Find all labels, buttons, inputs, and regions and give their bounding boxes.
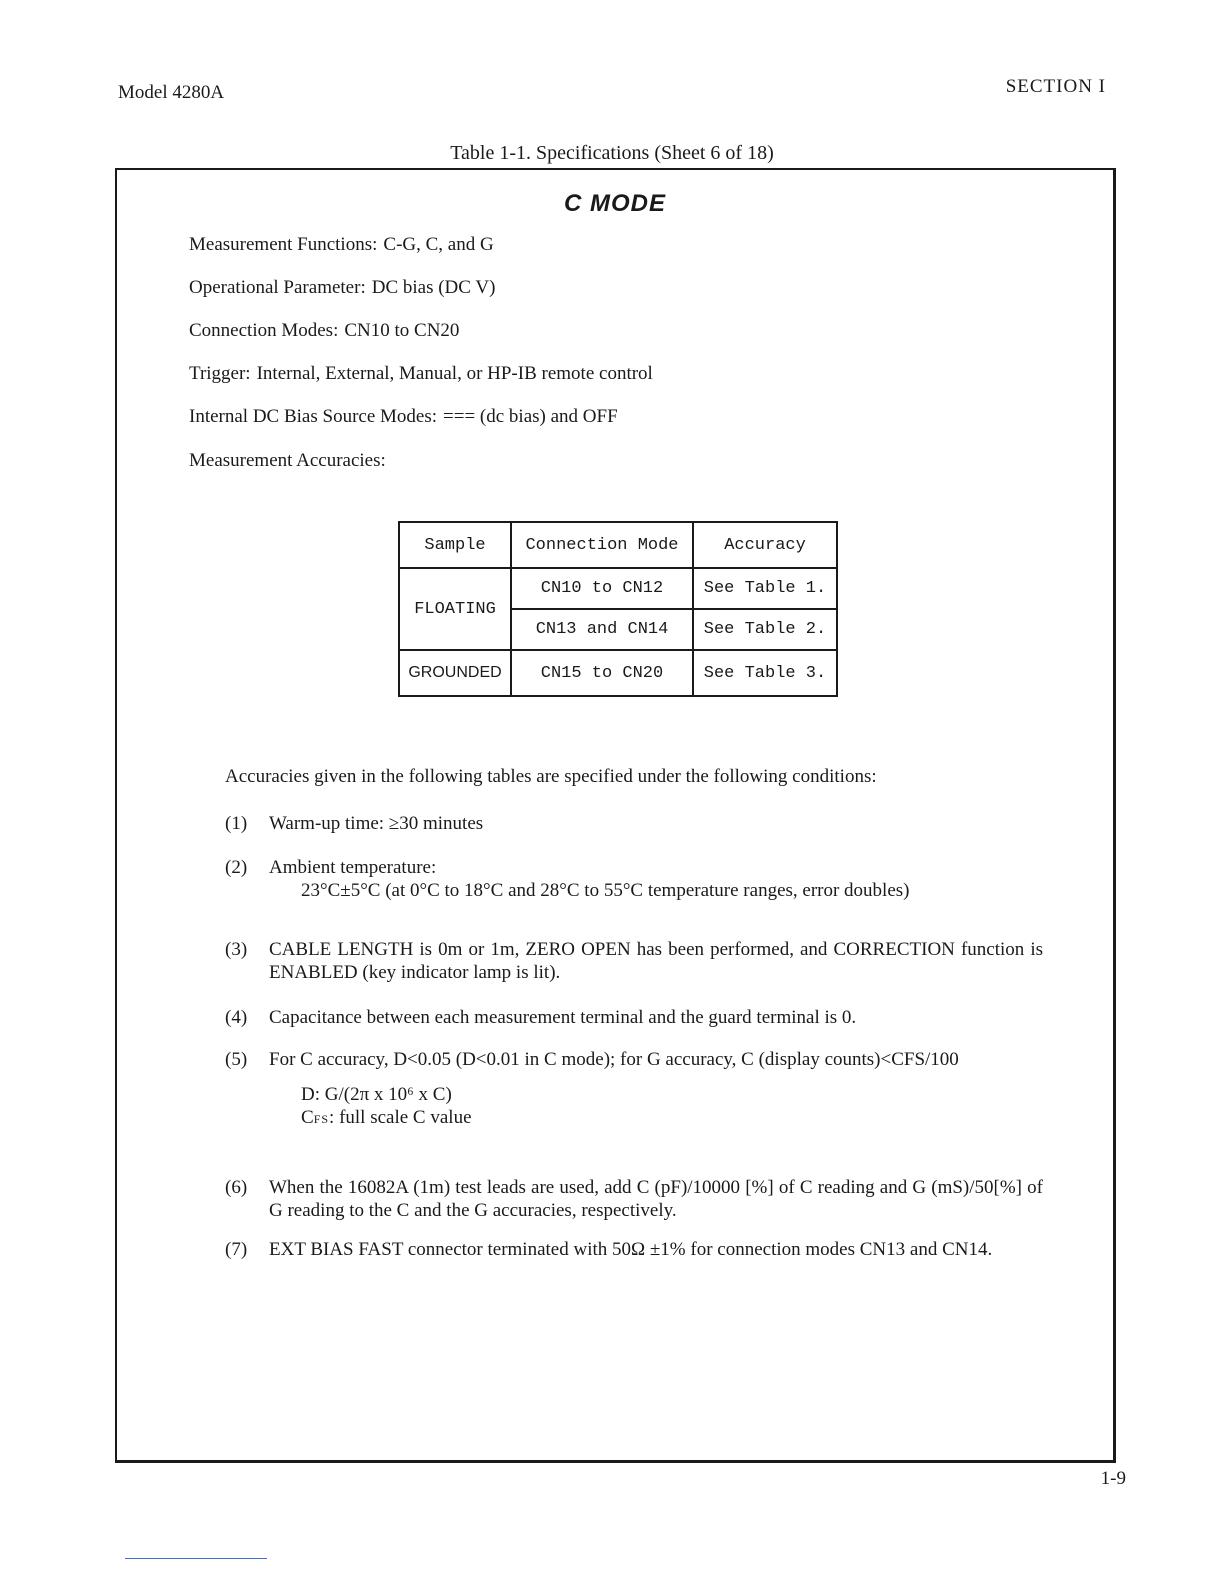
sample-floating: FLOATING xyxy=(399,568,511,650)
param-label: Measurement Accuracies: xyxy=(189,450,386,471)
param-operational-parameter xyxy=(189,277,495,299)
condition-item xyxy=(225,1176,1043,1222)
param-trigger xyxy=(189,363,653,385)
page-number: 1-9 xyxy=(1100,1468,1126,1489)
param-value: DC bias (DC V) xyxy=(371,277,496,298)
accuracy-cell: See Table 1. xyxy=(693,568,837,609)
param-connection-modes xyxy=(189,320,459,342)
condition-text: Ambient temperature: xyxy=(269,857,437,878)
conditions-intro: Accuracies given in the following tables are specified under the following conditions: xyxy=(225,766,877,787)
sample-grounded: GROUNDED xyxy=(399,650,511,696)
condition-item xyxy=(225,1006,1043,1029)
table-header-row xyxy=(399,522,837,568)
header-model: Model 4280A xyxy=(118,82,225,103)
accuracy-table xyxy=(398,521,838,697)
condition-text: Warm-up time: ≥30 minutes xyxy=(269,813,484,834)
param-bias-source-modes xyxy=(189,406,618,428)
condition-number: (4) xyxy=(225,1007,248,1028)
param-measurement-accuracies xyxy=(189,450,386,472)
accuracy-cell: See Table 3. xyxy=(693,650,837,696)
condition-number: (5) xyxy=(225,1049,248,1070)
condition-subtext: 23°C±5°C (at 0°C to 18°C and 28°C to 55°C temperature ranges, error doubles) xyxy=(301,880,910,901)
table-title: Table 1-1. Specifications (Sheet 6 of 18) xyxy=(450,142,774,164)
header-connection-mode: Connection Mode xyxy=(511,522,693,568)
param-value: C-G, C, and G xyxy=(383,234,494,255)
condition-item xyxy=(225,938,1043,984)
condition-number: (6) xyxy=(225,1177,248,1198)
param-measurement-functions xyxy=(189,234,494,256)
connection-mode-cell: CN10 to CN12 xyxy=(511,568,693,609)
condition-text: When the 16082A (1m) test leads are used, add C (pF)/10000 [%] of C reading and G (mS)/50[%] of G reading to the C and the G accuracies, respectively. xyxy=(269,1177,1043,1221)
condition-number: (7) xyxy=(225,1239,248,1260)
condition-subtext: CFS: full scale C value xyxy=(301,1107,472,1128)
spec-frame xyxy=(115,168,1116,1463)
condition-text: For C accuracy, D<0.05 (D<0.01 in C mode); for G accuracy, C (display counts)<CFS/100 xyxy=(269,1049,959,1070)
table-row xyxy=(399,650,837,696)
condition-item xyxy=(225,1238,1043,1261)
param-value: Internal, External, Manual, or HP-IB remote control xyxy=(256,363,653,384)
param-value: CN10 to CN20 xyxy=(344,320,460,341)
condition-number: (1) xyxy=(225,813,248,834)
param-label: Measurement Functions: xyxy=(189,234,378,255)
condition-item xyxy=(225,812,1043,835)
param-value: === (dc bias) and OFF xyxy=(443,406,618,427)
condition-text: CABLE LENGTH is 0m or 1m, ZERO OPEN has been performed, and CORRECTION function is ENABLED (key indicator lamp is lit). xyxy=(269,939,1043,983)
table-row xyxy=(399,568,837,609)
mode-title: C MODE xyxy=(564,190,666,217)
header-section: SECTION I xyxy=(1005,76,1106,97)
header-accuracy: Accuracy xyxy=(693,522,837,568)
condition-item xyxy=(225,1048,1043,1131)
param-label: Internal DC Bias Source Modes: xyxy=(189,406,438,427)
param-label: Trigger: xyxy=(189,363,251,384)
param-label: Connection Modes: xyxy=(189,320,339,341)
condition-text: Capacitance between each measurement terminal and the guard terminal is 0. xyxy=(269,1007,857,1028)
header-sample: Sample xyxy=(399,522,511,568)
footer-divider xyxy=(125,1558,267,1559)
condition-number: (3) xyxy=(225,939,248,960)
condition-number: (2) xyxy=(225,857,248,878)
param-label: Operational Parameter: xyxy=(189,277,366,298)
condition-text: EXT BIAS FAST connector terminated with 50Ω ±1% for connection modes CN13 and CN14. xyxy=(269,1239,993,1260)
condition-subtext: D: G/(2π x 10⁶ x C) xyxy=(301,1084,452,1105)
connection-mode-cell: CN15 to CN20 xyxy=(511,650,693,696)
condition-item xyxy=(225,856,1043,902)
accuracy-cell: See Table 2. xyxy=(693,609,837,650)
connection-mode-cell: CN13 and CN14 xyxy=(511,609,693,650)
